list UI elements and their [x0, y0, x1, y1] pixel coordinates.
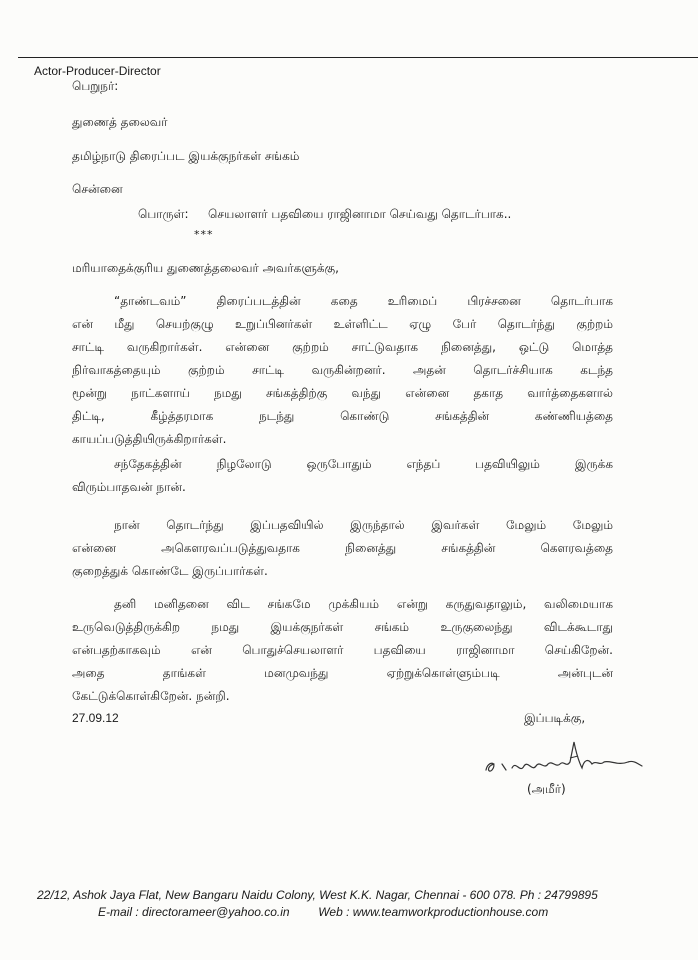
paragraph-line: கேட்டுக்கொள்கிறேன். நன்றி. [72, 689, 230, 703]
paragraph-line: நான் தொடர்ந்து இப்பதவியில் இருந்தால் இவர்கள் மேலும் மேலும் [114, 518, 613, 532]
recipient-designation: துணைத் தலைவர் [72, 115, 168, 129]
footer-contact [98, 905, 548, 919]
paragraph-2 [72, 453, 613, 499]
email-label: E-mail : [98, 905, 139, 919]
letterhead-role: Actor-Producer-Director [34, 64, 161, 78]
email-link[interactable]: directorameer@yahoo.co.in [142, 905, 290, 919]
paragraph-line: விரும்பாதவன் நான். [72, 480, 186, 494]
signatory-name: (அமீர்) [527, 782, 566, 796]
letterhead-rule [18, 57, 698, 58]
paragraph-line: தனி மனிதனை விட சங்கமே முக்கியம் என்று கருதுவதாலும், வலிமையாக [114, 597, 613, 611]
paragraph-line: “தாண்டவம்” திரைப்படத்தின் கதை உரிமைப் பிரச்சனை தொடர்பாக [114, 294, 613, 308]
paragraph-line: சாட்டி வருகிறார்கள். என்னை குற்றம் சாட்டுவதாக நினைத்து, ஒட்டு மொத்த [72, 340, 613, 354]
recipient-organisation: தமிழ்நாடு திரைப்பட இயக்குநர்கள் சங்கம் [72, 149, 300, 163]
subject-label: பொருள்: [138, 207, 189, 221]
subject-text: செயலாளர் பதவியை ராஜினாமா செய்வது தொடர்பாக.. [208, 207, 512, 221]
web-label: Web : [318, 905, 350, 919]
paragraph-line: என்னை அகௌரவப்படுத்துவதாக நினைத்து சங்கத்தின் கௌரவத்தை [72, 541, 613, 555]
paragraph-line: என்பதற்காகவும் என் பொதுச்செயலாளர் பதவியை ராஜினாமா செய்கிறேன். [72, 643, 613, 657]
paragraph-line: என் மீது செயற்குழு உறுப்பினர்கள் உள்ளிட்ட ஏழு பேர் தொடர்ந்து குற்றம் [72, 317, 613, 331]
paragraph-line: மூன்று நாட்களாய் நமது சங்கத்திற்கு வந்து என்னை தகாத வார்த்தைகளால் [72, 386, 613, 400]
paragraph-3 [72, 514, 613, 583]
paragraph-1 [72, 290, 613, 451]
web-link[interactable]: www.teamworkproductionhouse.com [352, 905, 549, 919]
subject-stars: *** [194, 228, 214, 241]
closing: இப்படிக்கு, [524, 711, 586, 725]
recipient-city: சென்னை [72, 182, 123, 196]
paragraph-line: திட்டி, கீழ்த்தரமாக நடந்து கொண்டு சங்கத்தின் கண்ணியத்தை [72, 409, 613, 423]
paragraph-line: காயப்படுத்தியிருக்கிறார்கள். [72, 432, 227, 446]
paragraph-line: அதை தாங்கள் மனமுவந்து ஏற்றுக்கொள்ளும்படி அன்புடன் [72, 666, 613, 680]
recipient-to-label: பெறுநர்: [72, 79, 119, 93]
paragraph-line: சந்தேகத்தின் நிழலோடு ஒருபோதும் எந்தப் பதவியிலும் இருக்க [114, 457, 613, 471]
letter-date: 27.09.12 [72, 711, 119, 725]
paragraph-line: நிர்வாகத்தையும் குற்றம் சாட்டி வருகின்றனர். அதன் தொடர்ச்சியாக கடந்த [72, 363, 613, 377]
signature-image [478, 730, 648, 790]
footer-address: 22/12, Ashok Jaya Flat, New Bangaru Naidu Colony, West K.K. Nagar, Chennai - 600 078. Ph : 24799895 [37, 888, 598, 902]
salutation: மரியாதைக்குரிய துணைத்தலைவர் அவர்களுக்கு, [72, 261, 339, 275]
paragraph-line: குறைத்துக் கொண்டே இருப்பார்கள். [72, 564, 268, 578]
paragraph-4 [72, 593, 613, 708]
paragraph-line: உருவெடுத்திருக்கிற நமது இயக்குநர்கள் சங்கம் உருகுலைந்து விடக்கூடாது [72, 620, 613, 634]
